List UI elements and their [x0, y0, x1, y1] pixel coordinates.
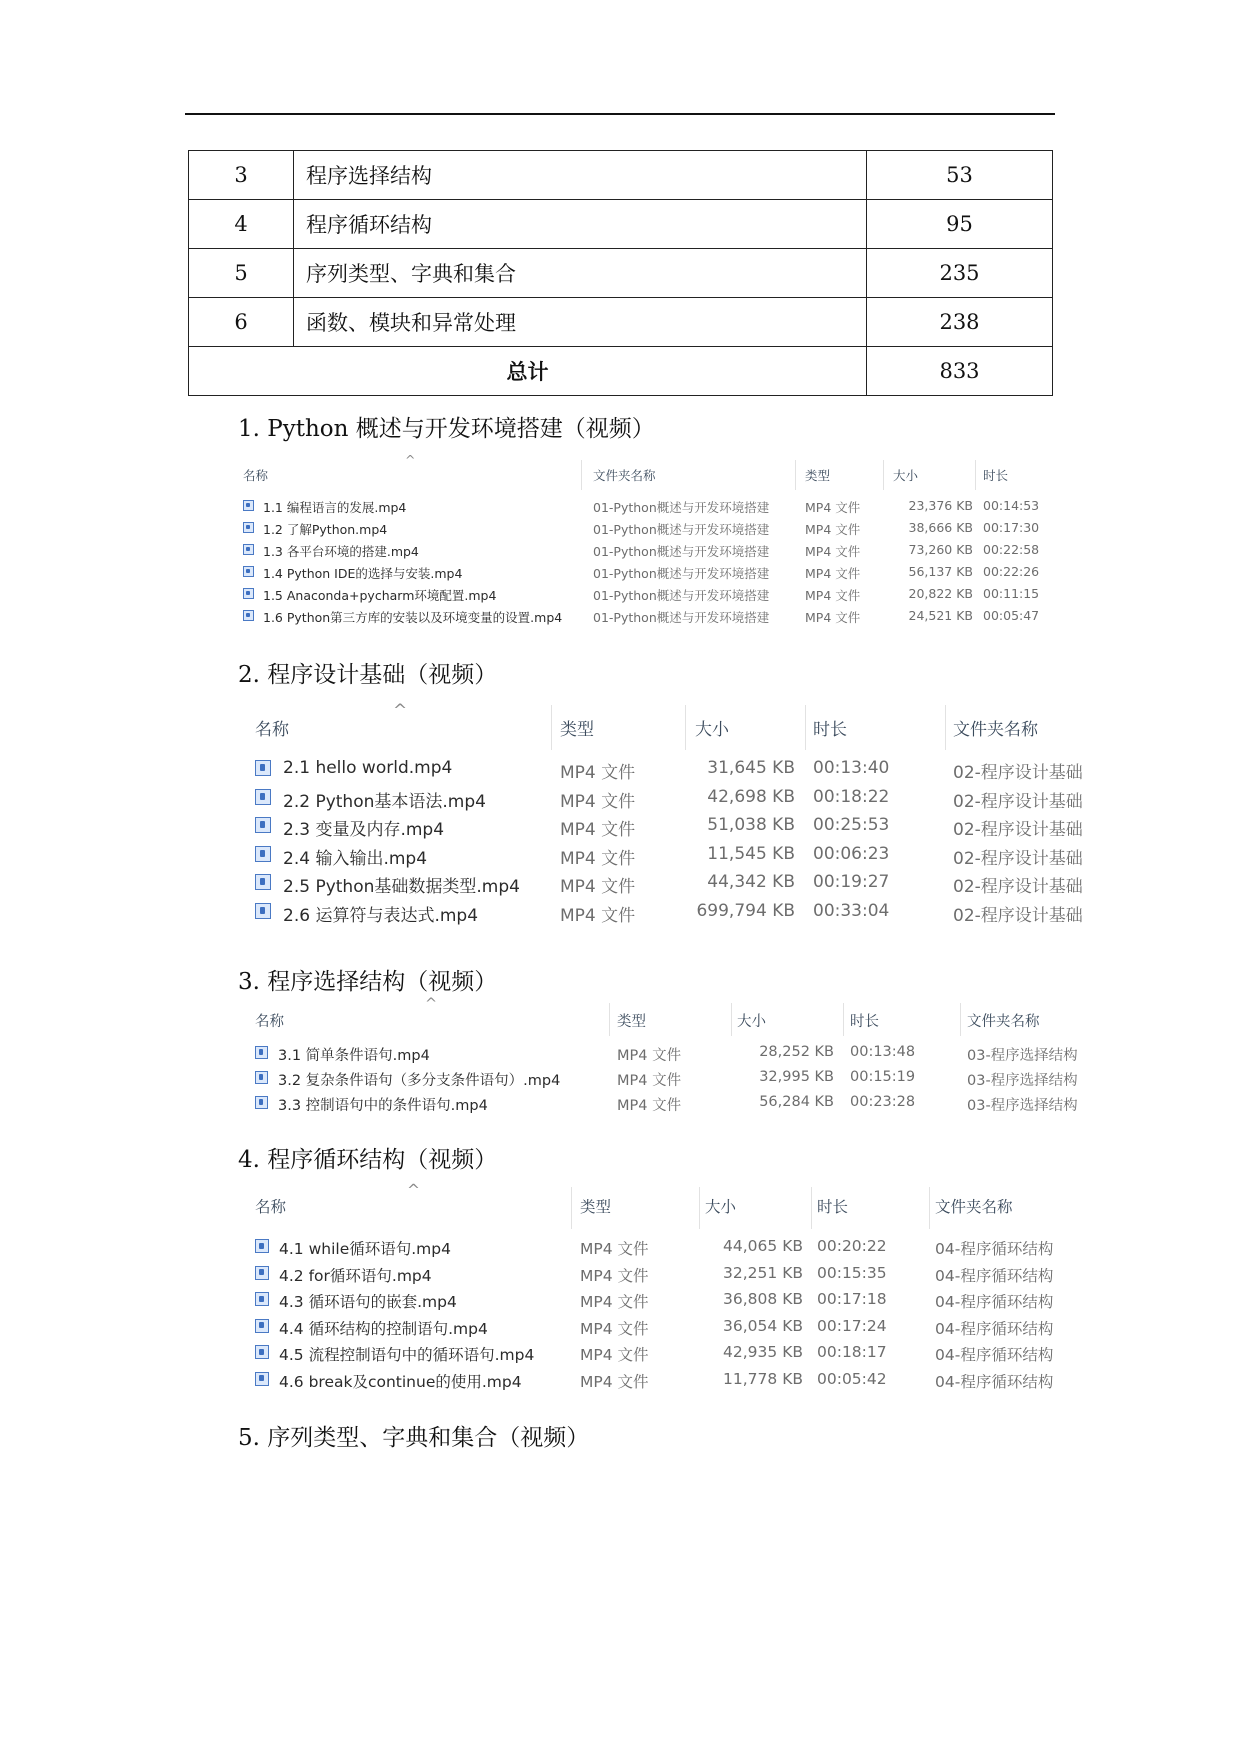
total-count: 833 [867, 347, 1053, 396]
file-size: 32,995 KB [759, 1069, 834, 1085]
file-size: 73,260 KB [908, 542, 973, 557]
column-divider[interactable] [795, 460, 796, 490]
file-row[interactable] [243, 564, 1093, 586]
file-duration: 00:15:35 [817, 1263, 887, 1282]
file-type: MP4 文件 [560, 877, 636, 897]
video-file-icon [255, 1345, 269, 1359]
file-folder: 01-Python概述与开发环境搭建 [593, 544, 770, 559]
video-file-icon [255, 1046, 268, 1059]
row-index: 3 [189, 151, 294, 200]
file-name: 2.4 输入输出.mp4 [283, 848, 428, 869]
video-file-icon [243, 500, 254, 511]
file-duration: 00:22:26 [983, 564, 1040, 579]
file-folder: 04-程序循环结构 [935, 1346, 1054, 1364]
file-list-section-1 [243, 452, 1093, 625]
file-folder: 01-Python概述与开发环境搭建 [593, 500, 770, 515]
file-row[interactable] [255, 787, 1105, 816]
section-heading-1: 1. Python 概述与开发环境搭建（视频） [238, 416, 655, 442]
column-header-folder[interactable]: 文件夹名称 [935, 1198, 1013, 1216]
file-folder: 03-程序选择结构 [967, 1073, 1078, 1089]
file-row[interactable] [255, 1264, 1105, 1291]
file-size: 42,698 KB [707, 786, 795, 807]
column-header-type[interactable]: 类型 [560, 720, 594, 740]
file-row[interactable] [255, 815, 1105, 844]
file-type: MP4 文件 [805, 588, 861, 603]
file-size: 11,545 KB [707, 843, 795, 864]
column-divider[interactable] [960, 1003, 961, 1036]
file-row[interactable] [243, 586, 1093, 608]
video-file-icon [255, 1266, 269, 1280]
file-folder: 02-程序设计基础 [953, 820, 1083, 840]
video-count-table [188, 150, 1053, 396]
video-file-icon [255, 903, 271, 919]
file-type: MP4 文件 [560, 791, 636, 812]
file-type: MP4 文件 [560, 820, 636, 840]
file-duration: 00:18:22 [813, 786, 890, 807]
file-size: 23,376 KB [908, 498, 973, 513]
file-duration: 00:14:53 [983, 498, 1040, 513]
file-folder: 03-程序选择结构 [967, 1098, 1078, 1114]
section-heading-5: 5. 序列类型、字典和集合（视频） [238, 1425, 590, 1451]
column-header-size[interactable]: 大小 [695, 720, 729, 740]
file-folder: 01-Python概述与开发环境搭建 [593, 522, 770, 537]
file-folder: 02-程序设计基础 [953, 877, 1083, 897]
file-type: MP4 文件 [580, 1293, 649, 1311]
file-duration: 00:18:17 [817, 1343, 887, 1361]
file-folder: 04-程序循环结构 [935, 1240, 1054, 1258]
column-header-name[interactable]: 名称 [243, 468, 269, 483]
row-chapter-name: 程序循环结构 [294, 200, 867, 249]
file-duration: 00:23:28 [850, 1094, 916, 1110]
table-total-row [189, 347, 1053, 396]
file-row[interactable] [255, 1044, 1105, 1069]
file-duration: 00:17:18 [817, 1290, 887, 1308]
file-size: 28,252 KB [759, 1044, 834, 1060]
file-folder: 01-Python概述与开发环境搭建 [593, 588, 770, 603]
file-duration: 00:25:53 [813, 815, 890, 835]
row-index: 4 [189, 200, 294, 249]
file-row[interactable] [243, 498, 1093, 520]
file-size: 36,054 KB [723, 1316, 803, 1335]
column-header-name[interactable]: 名称 [255, 1014, 284, 1030]
file-name: 2.5 Python基础数据类型.mp4 [283, 877, 520, 897]
row-chapter-name: 函数、模块和异常处理 [294, 298, 867, 347]
sort-ascending-icon: ^ [393, 701, 408, 721]
row-count: 235 [867, 249, 1053, 298]
file-type: MP4 文件 [805, 544, 861, 559]
file-duration: 00:13:48 [850, 1044, 916, 1060]
file-name: 3.3 控制语句中的条件语句.mp4 [278, 1098, 488, 1114]
file-row[interactable] [255, 1370, 1105, 1397]
column-divider[interactable] [945, 705, 946, 750]
file-type: MP4 文件 [580, 1266, 649, 1285]
column-divider[interactable] [929, 1187, 930, 1229]
column-divider[interactable] [975, 460, 976, 490]
file-folder: 02-程序设计基础 [953, 791, 1083, 812]
file-folder: 04-程序循环结构 [935, 1266, 1054, 1285]
file-name: 4.3 循环语句的嵌套.mp4 [279, 1293, 457, 1311]
total-label: 总计 [189, 347, 867, 396]
table-row [189, 200, 1053, 249]
video-file-icon [255, 1372, 269, 1386]
file-type: MP4 文件 [617, 1048, 682, 1064]
file-row[interactable] [255, 1094, 1105, 1119]
file-type: MP4 文件 [617, 1073, 682, 1089]
file-duration: 00:17:24 [817, 1316, 887, 1335]
file-folder: 02-程序设计基础 [953, 763, 1083, 783]
file-name: 3.2 复杂条件语句（多分支条件语句）.mp4 [278, 1073, 561, 1089]
column-divider[interactable] [581, 460, 582, 490]
video-file-icon [243, 566, 254, 577]
column-divider[interactable] [685, 705, 686, 750]
file-duration: 00:17:30 [983, 520, 1040, 535]
video-file-icon [243, 544, 254, 555]
file-name: 2.6 运算符与表达式.mp4 [283, 905, 479, 926]
file-row[interactable] [243, 542, 1093, 564]
file-duration: 00:05:47 [983, 608, 1040, 623]
column-header-duration[interactable]: 时长 [850, 1014, 879, 1030]
column-divider[interactable] [883, 460, 884, 490]
file-name: 1.2 了解Python.mp4 [263, 522, 388, 537]
section-heading-3: 3. 程序选择结构（视频） [238, 969, 498, 995]
column-header-size[interactable]: 大小 [893, 468, 919, 483]
column-header-type[interactable]: 类型 [580, 1198, 612, 1216]
video-file-icon [255, 789, 271, 805]
file-type: MP4 文件 [580, 1346, 649, 1364]
video-file-icon [243, 588, 254, 599]
file-name: 1.5 Anaconda+pycharm环境配置.mp4 [263, 588, 497, 603]
column-header-folder[interactable]: 文件夹名称 [953, 720, 1038, 740]
file-name: 3.1 简单条件语句.mp4 [278, 1048, 430, 1064]
file-folder: 03-程序选择结构 [967, 1048, 1078, 1064]
row-count: 53 [867, 151, 1053, 200]
video-file-icon [255, 1071, 268, 1084]
video-file-icon [255, 760, 271, 776]
sort-ascending-icon: ^ [407, 1181, 420, 1199]
file-size: 38,666 KB [908, 520, 973, 535]
column-header-duration[interactable]: 时长 [813, 720, 847, 740]
file-name: 4.2 for循环语句.mp4 [279, 1266, 432, 1285]
column-header-size[interactable]: 大小 [737, 1014, 766, 1030]
file-list-section-3 [255, 996, 1105, 1123]
row-index: 6 [189, 298, 294, 347]
file-size: 20,822 KB [908, 586, 973, 601]
file-row[interactable] [243, 608, 1093, 630]
file-size: 51,038 KB [707, 815, 795, 835]
file-size: 56,137 KB [908, 564, 973, 579]
file-type: MP4 文件 [560, 905, 636, 926]
file-duration: 00:33:04 [813, 900, 890, 921]
file-duration: 00:15:19 [850, 1069, 916, 1085]
file-folder: 01-Python概述与开发环境搭建 [593, 566, 770, 581]
column-header-size[interactable]: 大小 [705, 1198, 737, 1216]
column-divider[interactable] [551, 705, 552, 750]
file-name: 4.4 循环结构的控制语句.mp4 [279, 1319, 488, 1338]
file-folder: 02-程序设计基础 [953, 905, 1083, 926]
file-duration: 00:05:42 [817, 1369, 887, 1388]
video-file-icon [255, 1096, 268, 1109]
file-row[interactable] [255, 1290, 1105, 1317]
file-name: 2.3 变量及内存.mp4 [283, 820, 445, 840]
table-row [189, 298, 1053, 347]
file-type: MP4 文件 [560, 848, 636, 869]
file-folder: 02-程序设计基础 [953, 848, 1083, 869]
column-divider[interactable] [571, 1187, 572, 1229]
file-size: 32,251 KB [723, 1263, 803, 1282]
section-heading-2: 2. 程序设计基础（视频） [238, 662, 498, 688]
file-row[interactable] [255, 1237, 1105, 1264]
column-divider[interactable] [843, 1003, 844, 1036]
file-size: 42,935 KB [723, 1343, 803, 1361]
file-duration: 00:06:23 [813, 843, 890, 864]
file-folder: 04-程序循环结构 [935, 1319, 1054, 1338]
file-type: MP4 文件 [805, 522, 861, 537]
row-chapter-name: 程序选择结构 [294, 151, 867, 200]
file-size: 11,778 KB [723, 1369, 803, 1388]
file-row[interactable] [255, 1317, 1105, 1344]
section-heading-4: 4. 程序循环结构（视频） [238, 1147, 498, 1173]
video-file-icon [255, 1239, 269, 1253]
file-duration: 00:20:22 [817, 1237, 887, 1255]
file-name: 4.6 break及continue的使用.mp4 [279, 1372, 522, 1391]
file-duration: 00:19:27 [813, 872, 890, 892]
file-type: MP4 文件 [580, 1240, 649, 1258]
row-chapter-name: 序列类型、字典和集合 [294, 249, 867, 298]
file-name: 2.1 hello world.mp4 [283, 758, 453, 778]
sort-ascending-icon: ^ [425, 996, 438, 1012]
file-row[interactable] [255, 758, 1105, 787]
video-file-icon [255, 846, 271, 862]
column-divider[interactable] [609, 1003, 610, 1036]
file-type: MP4 文件 [580, 1319, 649, 1338]
file-size: 31,645 KB [707, 758, 795, 778]
video-file-icon [255, 874, 271, 890]
row-count: 95 [867, 200, 1053, 249]
file-name: 1.3 各平台环境的搭建.mp4 [263, 544, 419, 559]
file-folder: 01-Python概述与开发环境搭建 [593, 610, 770, 625]
file-size: 44,065 KB [723, 1237, 803, 1255]
file-type: MP4 文件 [617, 1098, 682, 1114]
video-file-icon [255, 1292, 269, 1306]
column-header-name[interactable]: 名称 [255, 1198, 287, 1216]
file-type: MP4 文件 [805, 610, 861, 625]
file-row[interactable] [255, 901, 1105, 930]
sort-ascending-icon: ^ [405, 452, 416, 467]
file-folder: 04-程序循环结构 [935, 1372, 1054, 1391]
file-duration: 00:13:40 [813, 758, 890, 778]
column-header-type[interactable]: 类型 [805, 468, 831, 483]
file-size: 36,808 KB [723, 1290, 803, 1308]
column-divider[interactable] [811, 1187, 812, 1229]
column-divider[interactable] [805, 705, 806, 750]
file-type: MP4 文件 [805, 500, 861, 515]
video-file-icon [243, 522, 254, 533]
row-count: 238 [867, 298, 1053, 347]
column-header-type[interactable]: 类型 [617, 1014, 646, 1030]
file-row[interactable] [255, 872, 1105, 901]
file-row[interactable] [255, 1069, 1105, 1094]
video-file-icon [255, 817, 271, 833]
column-divider[interactable] [731, 1003, 732, 1036]
file-row[interactable] [255, 1343, 1105, 1370]
file-type: MP4 文件 [560, 763, 636, 783]
file-type: MP4 文件 [580, 1372, 649, 1391]
column-header-duration[interactable]: 时长 [817, 1198, 849, 1216]
header-rule [185, 113, 1055, 115]
column-header-folder[interactable]: 文件夹名称 [593, 468, 656, 483]
file-name: 1.1 编程语言的发展.mp4 [263, 500, 407, 515]
file-list-section-2 [255, 701, 1105, 926]
table-row [189, 151, 1053, 200]
row-index: 5 [189, 249, 294, 298]
file-name: 4.1 while循环语句.mp4 [279, 1240, 451, 1258]
file-size: 56,284 KB [759, 1094, 834, 1110]
file-row[interactable] [255, 844, 1105, 873]
column-header-name[interactable]: 名称 [255, 720, 289, 740]
video-file-icon [255, 1319, 269, 1333]
file-list-section-4 [255, 1181, 1105, 1391]
file-duration: 00:22:58 [983, 542, 1040, 557]
video-file-icon [243, 610, 254, 621]
file-row[interactable] [243, 520, 1093, 542]
file-size: 44,342 KB [707, 872, 795, 892]
file-type: MP4 文件 [805, 566, 861, 581]
column-header-duration[interactable]: 时长 [983, 468, 1009, 483]
file-name: 2.2 Python基本语法.mp4 [283, 791, 486, 812]
file-size: 24,521 KB [908, 608, 973, 623]
column-header-folder[interactable]: 文件夹名称 [967, 1014, 1040, 1030]
file-name: 4.5 流程控制语句中的循环语句.mp4 [279, 1346, 535, 1364]
column-divider[interactable] [699, 1187, 700, 1229]
file-name: 1.6 Python第三方库的安装以及环境变量的设置.mp4 [263, 610, 563, 625]
table-row [189, 249, 1053, 298]
file-folder: 04-程序循环结构 [935, 1293, 1054, 1311]
file-name: 1.4 Python IDE的选择与安装.mp4 [263, 566, 463, 581]
file-size: 699,794 KB [696, 900, 795, 921]
file-duration: 00:11:15 [983, 586, 1040, 601]
